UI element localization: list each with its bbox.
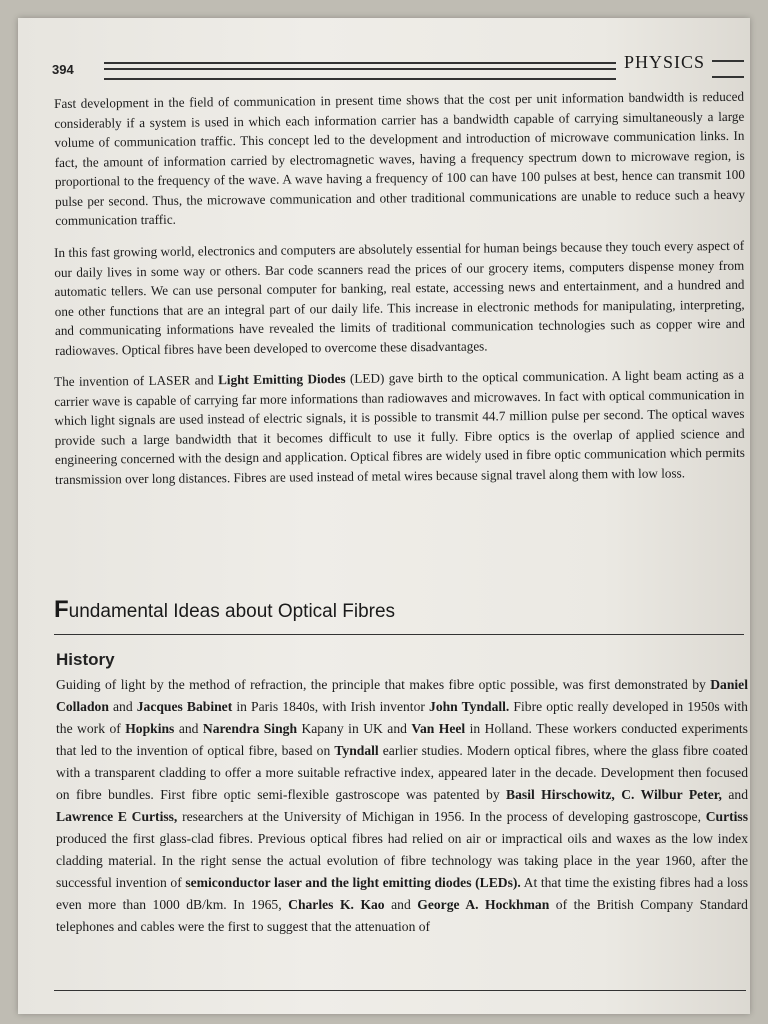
intro-paragraph-3: [54, 364, 745, 488]
text-run: and: [384, 897, 418, 912]
text-run: of the British Company Standard telephones and cables were the first to suggest that the attenuation of: [56, 897, 748, 934]
bold-name: Jacques Babinet: [136, 699, 233, 714]
text-run: (LED) gave birth to the optical communication. A light beam acting as a carrier wave is capable of carrying far more informations than radiowaves and microwaves. In fact with optical communication in which light signals are used instead of electric signals, it is possible to transmit 44.7 million pulse per second. The optical waves provide such a large bandwidth that it becomes difficult to use it fully. Fibre optics is the overlap of applied science and engineering concerned with the design and application. Optical fibres are widely used in fibre optic communication which permits transmission over long distances. Fibres are used instead of metal wires because signal travel along them with low loss.: [54, 366, 745, 486]
bold-name: Van Heel: [411, 721, 466, 736]
bold-name: Tyndall: [334, 743, 379, 758]
text-run: researchers at the University of Michigan in 1956. In the process of developing gastroscope,: [177, 809, 706, 824]
header-rule-right: [712, 60, 744, 78]
bold-name: John Tyndall.: [429, 699, 510, 714]
text-run: Kapany in UK and: [297, 721, 412, 736]
intro-paragraph-1: Fast development in the field of communication in present time shows that the cost per unit information bandwidth is reduced considerably if a system is used in which each information carrier has a bandwidth capable of carrying simultaneously a large volume of communication traffic. This concept led to the development and introduction of microwave communication links. In fact, the amount of information carried by electromagnetic waves, having a frequency spectrum down to microwave region, is proportional to the frequency of the wave. A wave having a frequency of 100 can have 100 pulses at best, hence can transmit 100 pulse per second. Thus, the microwave communication and other traditional communications are unable to reduce such a heavy communication traffic.: [54, 88, 746, 228]
page-number: 394: [52, 62, 74, 77]
text-run: in Paris 1840s, with Irish inventor: [232, 699, 430, 714]
text-run: earlier studies. Modern optical fibres, where the glass fibre coated with a transparent cladding to offer a more suitable refractive index, appeared later in the decade. Development then focused on fibre bundles. First fibre optic semi-flexible gastroscope was patented by: [56, 743, 748, 802]
section-heading-text: undamental Ideas about Optical Fibres: [68, 601, 396, 622]
bold-name: George A. Hockhman: [417, 897, 550, 912]
intro-paragraph-2: In this fast growing world, electronics and computers are absolutely essential for human beings because they touch every aspect of our daily lives in some way or others. Bar code scanners read the prices of our grocery items, computers dispense money from automatic tellers. We can use personal computer for banking, real estate, accessing news and entertainment, and a hundred and one other functions that are an integral part of our daily life. This increase in electronic methods for manipulating, interpreting, and communicating informations have revealed the limits of traditional communication technologies such as copper wire and radiowaves. Optical fibres have been developed to overcome these disadvantages.: [54, 237, 745, 357]
text-run: Guiding of light by the method of refraction, the principle that makes fibre optic possible, was first demonstrated by: [56, 677, 711, 692]
bold-name: Curtiss: [705, 809, 748, 824]
section-heading: [54, 596, 744, 635]
header-rule-left: [104, 62, 616, 80]
text-run: At that time the existing fibres had a loss even more than 1000 dB/km. In 1965,: [56, 875, 748, 912]
history-section: [56, 674, 748, 950]
text-run: and: [108, 699, 137, 714]
intro-section: [54, 88, 746, 501]
page-header: [52, 48, 742, 82]
text-run: produced the first glass-clad fibres. Previous optical fibres had relied on air or impractical oils and waxes as the low index cladding material. In the right sense the actual evolution of fibre technology was taking place in the year 1960, after the successful invention of: [56, 831, 748, 890]
text-run: in Holland. These workers conducted experiments that led to the invention of optical fibre, based on: [56, 721, 748, 758]
chapter-title: PHYSICS: [624, 52, 706, 72]
section-heading-initial: F: [54, 596, 69, 623]
bold-name: Hopkins: [125, 721, 175, 736]
bold-term: Light Emitting Diodes: [218, 370, 346, 387]
bold-name: Basil Hirschowitz, C. Wilbur Peter,: [506, 787, 722, 802]
bold-name: Charles K. Kao: [288, 897, 385, 912]
text-run: and: [721, 787, 748, 802]
bold-term: semiconductor laser and the light emitting diodes (LEDs).: [185, 875, 521, 890]
text-run: Fibre optic really developed in 1950s with the work of: [56, 699, 748, 736]
bold-name: Daniel Colladon: [56, 677, 748, 714]
text-run: The invention of LASER and: [54, 371, 219, 389]
text-run: and: [174, 721, 203, 736]
bottom-rule: [54, 990, 746, 991]
history-heading: History: [56, 650, 115, 669]
history-paragraph: [56, 674, 748, 938]
bold-name: Lawrence E Curtiss,: [56, 809, 178, 824]
bold-name: Narendra Singh: [202, 721, 297, 736]
book-page: [18, 18, 750, 1014]
